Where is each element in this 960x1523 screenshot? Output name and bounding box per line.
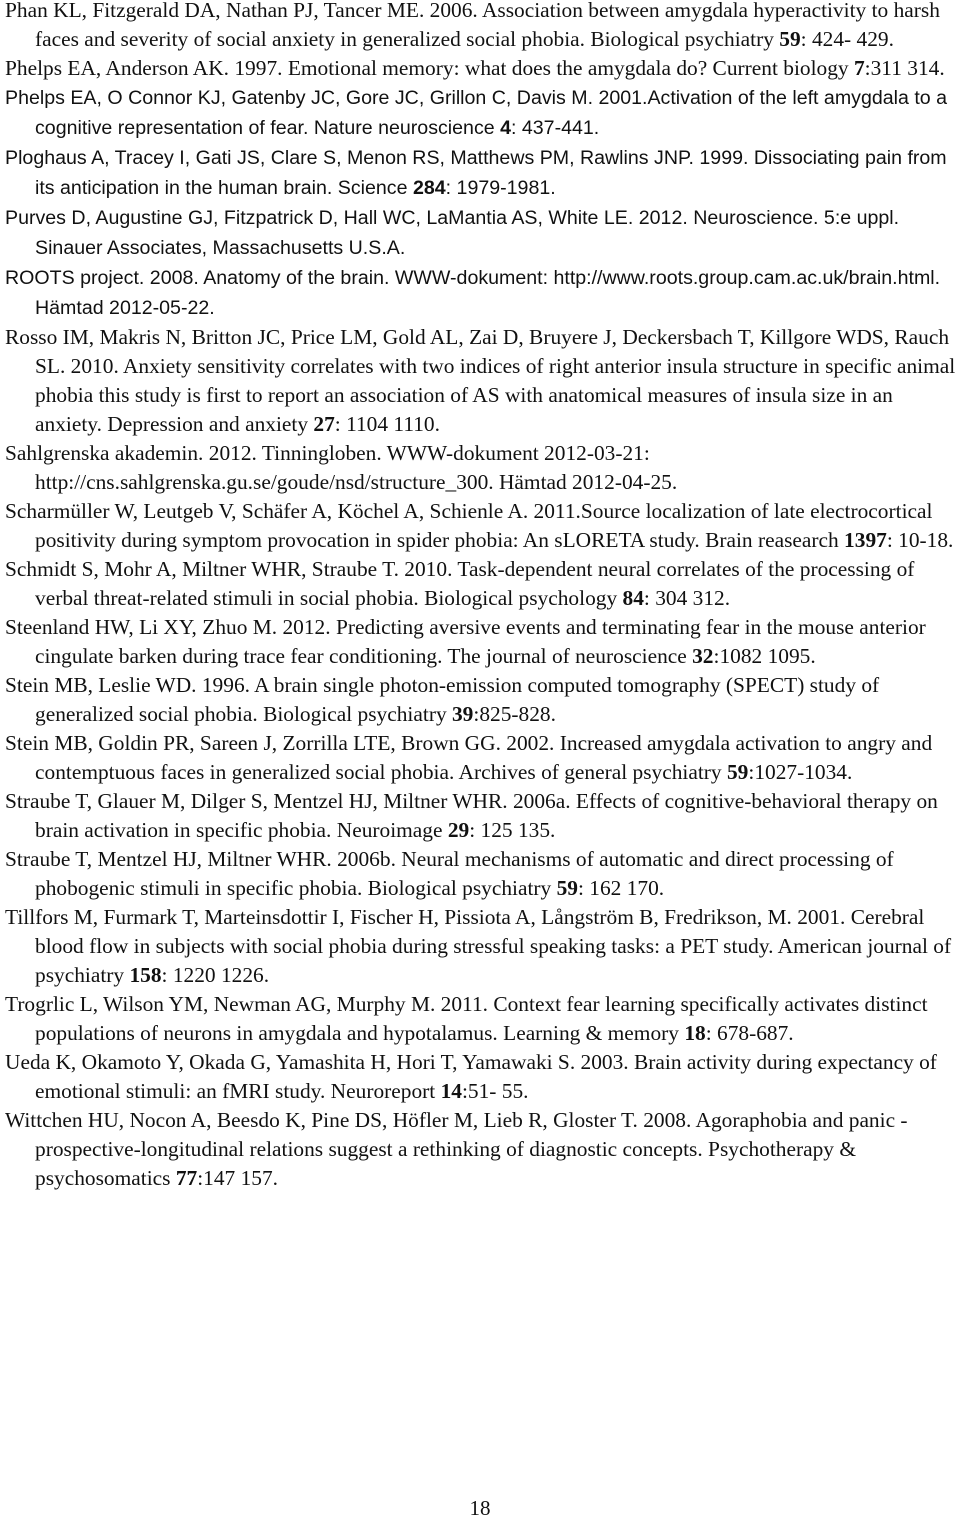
reference-entry <box>5 497 957 555</box>
reference-text: :311 314. <box>864 56 945 80</box>
reference-volume: 14 <box>440 1079 462 1103</box>
reference-text: Purves D, Augustine GJ, Fitzpatrick D, Hall WC, LaMantia AS, White LE. 2012. Neuroscience. 5:e uppl. Sinauer Associates, Massachusetts U.S.A. <box>5 207 900 259</box>
reference-text: :51- 55. <box>461 1079 529 1103</box>
reference-text: : 1220 1226. <box>161 963 270 987</box>
reference-entry <box>5 555 957 613</box>
reference-entry <box>5 845 957 903</box>
reference-text: Phelps EA, Anderson AK. 1997. Emotional memory: what does the amygdala do? Current biology <box>5 56 854 80</box>
reference-volume: 29 <box>447 818 470 842</box>
reference-entry <box>5 1106 957 1193</box>
reference-entry <box>5 990 957 1048</box>
reference-text: Scharmüller W, Leutgeb V, Schäfer A, Köchel A, Schienle A. 2011.Source localization of late electrocortical positivity during symptom provocation in spider phobia: An sLORETA study. Brain reasearch <box>5 499 933 552</box>
reference-text: Phan KL, Fitzgerald DA, Nathan PJ, Tancer ME. 2006. Association between amygdala hyperactivity to harsh faces and severity of social anxiety in generalized social phobia. Biological psychiatry <box>5 0 940 51</box>
reference-entry <box>5 323 957 439</box>
reference-text: Trogrlic L, Wilson YM, Newman AG, Murphy M. 2011. Context fear learning specifically activates distinct populations of neurons in amygdala and hypotalamus. Learning & memory <box>5 992 928 1045</box>
reference-list <box>5 0 957 1193</box>
reference-entry <box>5 1048 957 1106</box>
reference-text: :147 157. <box>197 1166 279 1190</box>
reference-text: : 678-687. <box>705 1021 794 1045</box>
reference-text: :825-828. <box>473 702 556 726</box>
reference-volume: 32 <box>692 644 714 668</box>
reference-text: Ueda K, Okamoto Y, Okada G, Yamashita H, Hori T, Yamawaki S. 2003. Brain activity during expectancy of emotional stimuli: an fMRI study. Neuroreport <box>5 1050 937 1103</box>
reference-volume: 59 <box>779 27 801 51</box>
reference-text: Stein MB, Goldin PR, Sareen J, Zorrilla LTE, Brown GG. 2002. Increased amygdala activation to angry and contemptuous faces in generalized social phobia. Archives of general psychiatry <box>5 731 933 784</box>
reference-entry <box>5 671 957 729</box>
reference-entry <box>5 439 957 497</box>
reference-volume: 39 <box>451 702 474 726</box>
reference-text: ROOTS project. 2008. Anatomy of the brain. WWW-dokument: http://www.roots.group.cam.ac.uk/brain.html. Hämtad 2012-05-22. <box>5 267 941 319</box>
reference-text: : 424- 429. <box>800 27 894 51</box>
reference-volume: 1397 <box>844 528 887 552</box>
page-number: 18 <box>469 1496 491 1520</box>
reference-entry <box>5 787 957 845</box>
reference-text: : 304 312. <box>643 586 731 610</box>
reference-volume: 18 <box>684 1021 706 1045</box>
reference-text: :1082 1095. <box>713 644 816 668</box>
reference-text: Stein MB, Leslie WD. 1996. A brain single photon-emission computed tomography (SPECT) study of generalized social phobia. Biological psychiatry <box>5 673 880 726</box>
reference-text: Sahlgrenska akademin. 2012. Tinningloben. WWW-dokument 2012-03-21: http://cns.sahlgrenska.gu.se/goude/nsd/structure_300. Hämtad 2012-04-25. <box>5 441 678 494</box>
reference-entry <box>5 903 957 990</box>
reference-text: Steenland HW, Li XY, Zhuo M. 2012. Predicting aversive events and terminating fear in the mouse anterior cingulate barken during trace fear conditioning. The journal of neuroscience <box>5 615 926 668</box>
reference-text: Tillfors M, Furmark T, Marteinsdottir I, Fischer H, Pissiota A, Långström B, Fredrikson, M. 2001. Cerebral blood flow in subjects with social phobia during stressful speaking tasks: a PET study. American journal of psychiatry <box>5 905 952 987</box>
reference-text: Phelps EA, O Connor KJ, Gatenby JC, Gore JC, Grillon C, Davis M. 2001.Activation of the left amygdala to a cognitive representation of fear. Nature neuroscience <box>5 87 948 139</box>
reference-text: Wittchen HU, Nocon A, Beesdo K, Pine DS, Höfler M, Lieb R, Gloster T. 2008. Agoraphobia and panic - prospective-longitudinal relations suggest a rethinking of diagnostic concepts. Psychotherapy & psychosomatics <box>5 1108 908 1190</box>
reference-volume: 59 <box>556 876 578 900</box>
reference-volume: 4 <box>500 117 511 139</box>
reference-text: : 437-441. <box>511 117 600 139</box>
reference-text: Ploghaus A, Tracey I, Gati JS, Clare S, Menon RS, Matthews PM, Rawlins JNP. 1999. Dissociating pain from its anticipation in the human brain. Science <box>5 147 947 199</box>
reference-text: : 10-18. <box>886 528 954 552</box>
reference-volume: 27 <box>313 412 335 436</box>
reference-entry <box>5 143 957 203</box>
reference-text: Rosso IM, Makris N, Britton JC, Price LM, Gold AL, Zai D, Bruyere J, Deckersbach T, Killgore WDS, Rauch SL. 2010. Anxiety sensitivity correlates with two indices of right anterior insula structure in specific animal phobia this study is first to report an association of AS with anatomical measures of insula size in an anxiety. Depression and anxiety <box>5 325 956 436</box>
reference-volume: 158 <box>129 963 162 987</box>
reference-text: : 1104 1110. <box>334 412 440 436</box>
reference-text: Straube T, Mentzel HJ, Miltner WHR. 2006b. Neural mechanisms of automatic and direct processing of phobogenic stimuli in specific phobia. Biological psychiatry <box>5 847 894 900</box>
reference-entry <box>5 729 957 787</box>
reference-text: Schmidt S, Mohr A, Miltner WHR, Straube T. 2010. Task-dependent neural correlates of the processing of verbal threat-related stimuli in social phobia. Biological psychology <box>5 557 915 610</box>
reference-volume: 59 <box>726 760 749 784</box>
reference-entry <box>5 263 957 323</box>
reference-text: : 125 135. <box>469 818 556 842</box>
reference-volume: 7 <box>853 56 865 80</box>
reference-text: :1027-1034. <box>748 760 853 784</box>
reference-entry <box>5 54 957 83</box>
reference-volume: 84 <box>622 586 644 610</box>
reference-volume: 284 <box>412 177 446 199</box>
reference-entry <box>5 203 957 263</box>
reference-entry <box>5 0 957 54</box>
reference-entry <box>5 83 957 143</box>
reference-text: : 162 170. <box>578 876 665 900</box>
reference-text: Straube T, Glauer M, Dilger S, Mentzel HJ, Miltner WHR. 2006a. Effects of cognitive-behavioral therapy on brain activation in specific phobia. Neuroimage <box>5 789 938 842</box>
reference-entry <box>5 613 957 671</box>
reference-volume: 77 <box>175 1166 198 1190</box>
reference-text: : 1979-1981. <box>445 177 556 199</box>
